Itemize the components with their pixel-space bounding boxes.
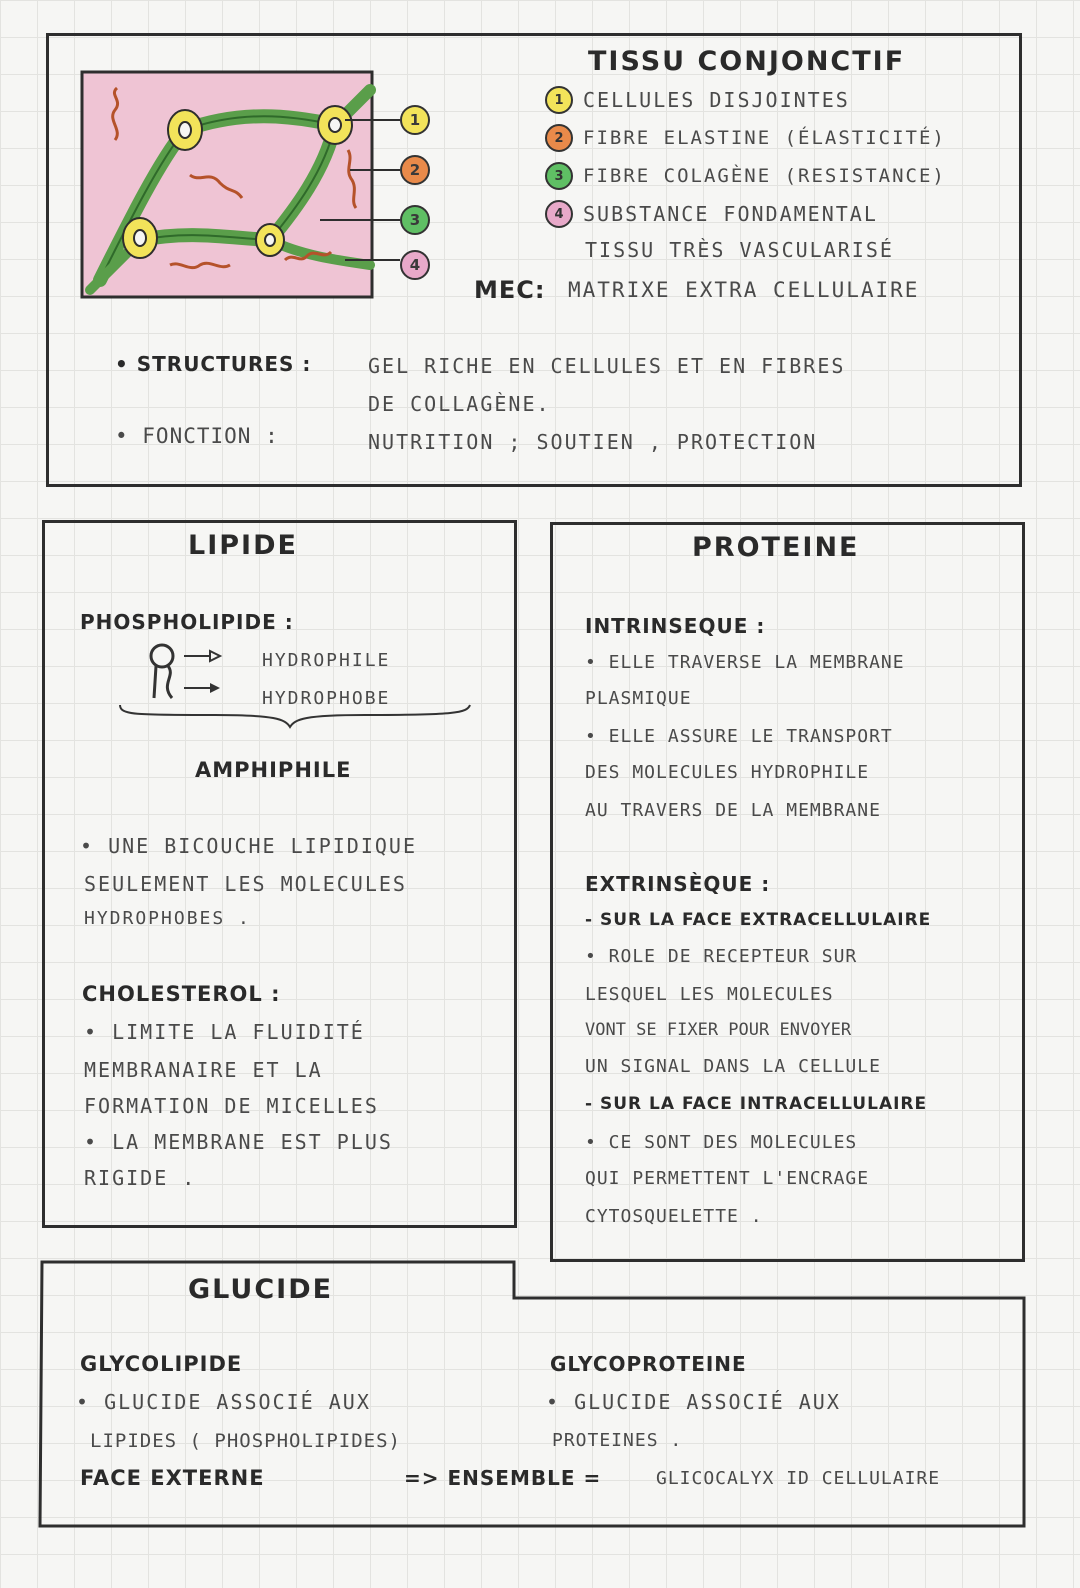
connective-tissue-diagram xyxy=(80,70,380,305)
fonction-text: NUTRITION ; SOUTIEN , PROTECTION xyxy=(368,430,818,454)
phospholipide-label: PHOSPHOLIPIDE : xyxy=(80,610,294,634)
legend-marker-3: 3 xyxy=(545,162,573,190)
extracellulaire-face: - SUR LA FACE EXTRACELLULAIRE xyxy=(585,910,932,930)
diagram-marker-1: 1 xyxy=(400,105,430,135)
ensemble-label: => ENSEMBLE = xyxy=(404,1466,602,1490)
intrinseque-line-1: • ELLE TRAVERSE LA MEMBRANE xyxy=(585,652,905,673)
legend-label-2: FIBRE ELASTINE (ÉLASTICITÉ) xyxy=(583,127,946,149)
cholesterol-line-5: RIGIDE . xyxy=(84,1166,197,1190)
intracellulaire-face: - SUR LA FACE INTRACELLULAIRE xyxy=(585,1094,928,1114)
legend-marker-2: 2 xyxy=(545,124,573,152)
cholesterol-line-1: • LIMITE LA FLUIDITÉ xyxy=(84,1020,365,1044)
legend-label-4: SUBSTANCE FONDAMENTAL xyxy=(583,202,878,226)
cholesterol-line-3: FORMATION DE MICELLES xyxy=(84,1094,379,1118)
mec-label: MEC: xyxy=(474,276,546,304)
intra-line-3: CYTOSQUELETTE . xyxy=(585,1206,763,1227)
extra-line-2: LESQUEL LES MOLECULES xyxy=(585,984,834,1005)
tissu-title: TISSU CONJONCTIF xyxy=(588,46,906,77)
intra-line-2: QUI PERMETTENT L'ENCRAGE xyxy=(585,1168,870,1189)
extra-line-1: • ROLE DE RECEPTEUR SUR xyxy=(585,946,858,967)
glycoproteine-line-2: PROTEINES . xyxy=(552,1430,683,1451)
fonction-label: • FONCTION : xyxy=(115,424,279,448)
extra-line-4: UN SIGNAL DANS LA CELLULE xyxy=(585,1056,881,1077)
intrinseque-line-3: • ELLE ASSURE LE TRANSPORT xyxy=(585,726,893,747)
glucide-title: GLUCIDE xyxy=(188,1274,334,1305)
structures-line-1: GEL RICHE EN CELLULES ET EN FIBRES xyxy=(368,354,846,378)
legend-item-1 xyxy=(545,86,850,114)
legend-item-4 xyxy=(545,200,878,228)
glycoproteine-line-1: • GLUCIDE ASSOCIÉ AUX xyxy=(546,1390,841,1414)
cholesterol-line-2: MEMBRANAIRE ET LA xyxy=(84,1058,323,1082)
intrinseque-line-4: DES MOLECULES HYDROPHILE xyxy=(585,762,870,783)
diagram-marker-4: 4 xyxy=(400,250,430,280)
intrinseque-label: INTRINSEQUE : xyxy=(585,614,766,638)
diagram-marker-2: 2 xyxy=(400,155,430,185)
glycolipide-line-1: • GLUCIDE ASSOCIÉ AUX xyxy=(76,1390,371,1414)
glycolipide-label: GLYCOLIPIDE xyxy=(80,1352,243,1376)
legend-item-2 xyxy=(545,124,946,152)
vascular-note: TISSU TRÈS VASCULARISÉ xyxy=(585,238,894,262)
legend-label-3: FIBRE COLAGÈNE (RESISTANCE) xyxy=(583,165,946,187)
bicouche-line-1: • UNE BICOUCHE LIPIDIQUE xyxy=(80,834,417,858)
brace-icon xyxy=(115,703,475,729)
legend-marker-1: 1 xyxy=(545,86,573,114)
cholesterol-line-4: • LA MEMBRANE EST PLUS xyxy=(84,1130,393,1154)
cholesterol-label: CHOLESTEROL : xyxy=(82,982,281,1006)
proteine-title: PROTEINE xyxy=(692,532,860,563)
structures-line-2: DE COLLAGÈNE. xyxy=(368,392,551,416)
intra-line-1: • CE SONT DES MOLECULES xyxy=(585,1132,858,1153)
glycoproteine-label: GLYCOPROTEINE xyxy=(550,1352,747,1376)
intrinseque-line-2: PLASMIQUE xyxy=(585,688,692,709)
bicouche-line-2: SEULEMENT LES MOLECULES xyxy=(84,872,407,896)
glycocalyx-text: GLICOCALYX ID CELLULAIRE xyxy=(656,1468,941,1489)
face-externe-label: FACE EXTERNE xyxy=(80,1466,265,1490)
glycolipide-line-2: LIPIDES ( PHOSPHOLIPIDES) xyxy=(90,1430,401,1452)
amphiphile-label: AMPHIPHILE xyxy=(195,758,352,782)
phospholipid-icon xyxy=(148,642,228,702)
extra-line-3: VONT SE FIXER POUR ENVOYER xyxy=(585,1020,852,1040)
hydrophobe-label: HYDROPHOBE xyxy=(262,688,391,709)
intrinseque-line-5: AU TRAVERS DE LA MEMBRANE xyxy=(585,800,881,821)
diagram-marker-3: 3 xyxy=(400,205,430,235)
structures-label: • STRUCTURES : xyxy=(115,352,312,376)
legend-item-3 xyxy=(545,162,946,190)
bicouche-line-3: HYDROPHOBES . xyxy=(84,908,251,929)
legend-label-1: CELLULES DISJOINTES xyxy=(583,88,850,112)
hydrophile-label: HYDROPHILE xyxy=(262,650,391,671)
legend-marker-4: 4 xyxy=(545,200,573,228)
mec-text: MATRIXE EXTRA CELLULAIRE xyxy=(568,278,920,302)
extrinseque-label: EXTRINSÈQUE : xyxy=(585,872,771,896)
lipide-title: LIPIDE xyxy=(188,530,298,561)
